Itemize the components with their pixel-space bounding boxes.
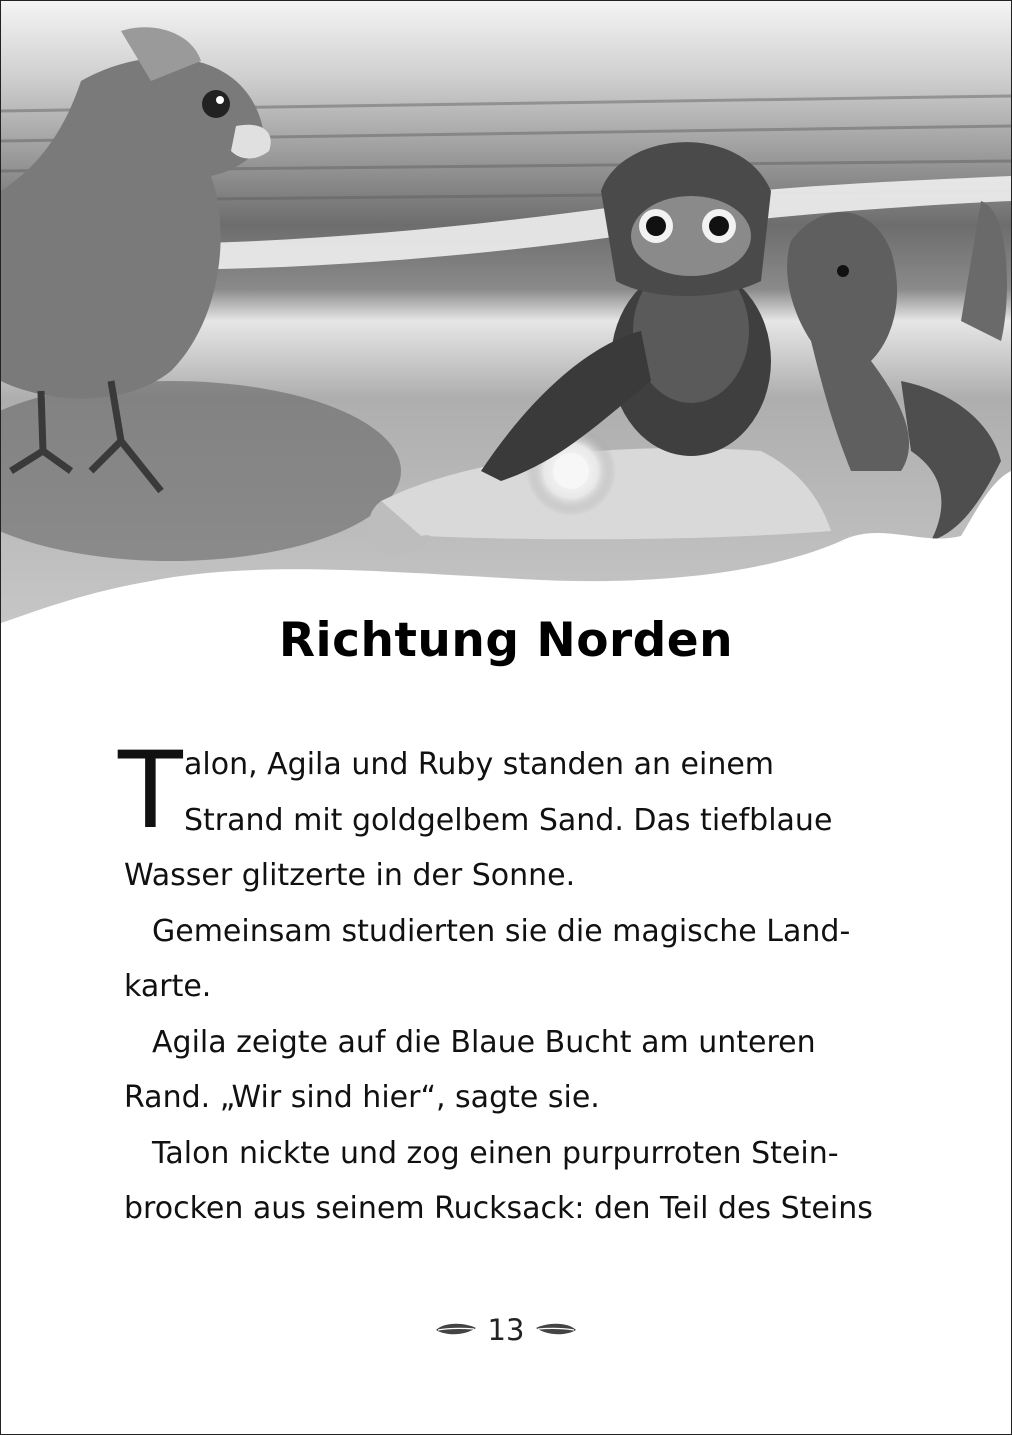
text-line: Agila zeigte auf die Blaue Bucht am unteren — [152, 1024, 816, 1060]
page-number: 13 — [487, 1313, 525, 1347]
body-text — [118, 729, 884, 1237]
text-line: Gemeinsam studierten sie die magische Land- — [152, 913, 851, 949]
leaf-left-icon — [434, 1322, 478, 1338]
chapter-illustration — [1, 1, 1011, 641]
page-footer — [1, 1311, 1011, 1347]
text-line: Talon nickte und zog einen purpurroten Stein- — [152, 1135, 839, 1171]
text-line: alon, Agila und Ruby standen an einem — [184, 747, 775, 782]
text-line: Wasser glitzerte in der Sonne. — [124, 858, 576, 893]
leaf-right-icon — [534, 1322, 578, 1338]
text-line: Rand. „Wir sind hier“, sagte sie. — [124, 1080, 600, 1115]
drop-cap: T — [118, 729, 183, 852]
text-line: brocken aus seinem Rucksack: den Teil des Steins — [124, 1191, 873, 1226]
text-line: karte. — [124, 969, 212, 1004]
chapter-title: Richtung Norden — [278, 613, 734, 668]
text-line: Strand mit goldgelbem Sand. Das tiefblaue — [184, 802, 833, 838]
